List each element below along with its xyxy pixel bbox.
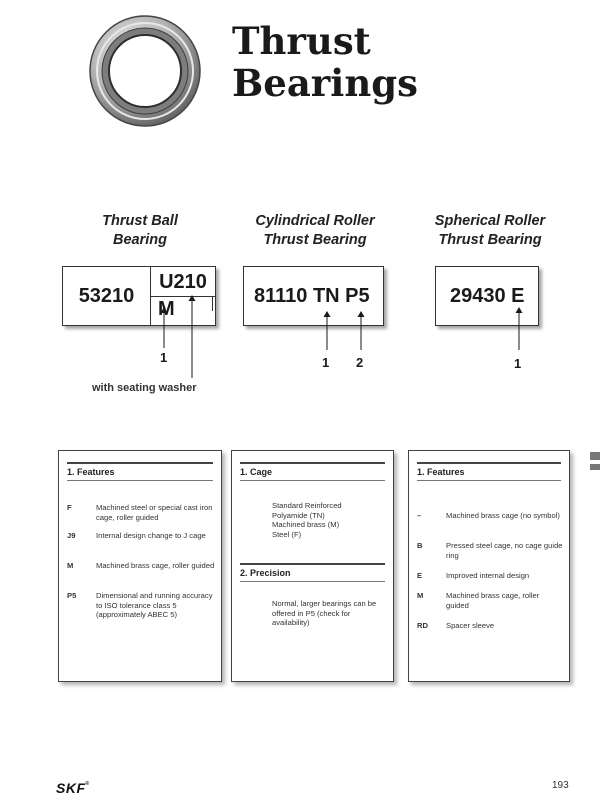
section-heading: 2. Precision — [240, 563, 385, 582]
designation-text: 81110 TN P5 — [254, 285, 370, 307]
feature-code: F — [67, 503, 72, 512]
designation-box-cylindrical — [243, 266, 384, 326]
designation-number: 53210 — [63, 267, 151, 325]
designation-text: 29430 E — [450, 285, 525, 307]
feature-description: Machined steel or special cast iron cage, roller guided — [96, 503, 213, 522]
cage-option: Standard Reinforced — [272, 501, 342, 510]
feature-description: Dimensional and running accuracy to ISO tolerance class 5 (approximately ABEC 5) — [96, 591, 213, 619]
feature-code: M — [67, 561, 74, 570]
callout-number: 1 — [322, 355, 330, 370]
cage-precision-table-cylindrical — [231, 450, 394, 682]
designation-suffix-bottom: M — [158, 298, 175, 320]
page-number: 193 — [552, 780, 569, 791]
feature-code: E — [417, 571, 423, 580]
heading-line: Spherical Roller — [434, 213, 546, 229]
feature-code: B — [417, 541, 423, 550]
feature-code: RD — [417, 621, 428, 630]
callout-number: 1 — [160, 350, 168, 365]
precision-description: Normal, larger bearings can be offered in P5 (check for availability) — [272, 599, 377, 627]
side-tab-mark — [590, 452, 600, 460]
feature-description: Internal design change to J cage — [96, 531, 206, 540]
side-tab-mark — [590, 464, 600, 470]
designation-box-spherical — [435, 266, 539, 326]
brand-text: SKF — [56, 780, 86, 796]
heading-line: Bearing — [113, 232, 167, 248]
section-heading: 1. Cage — [240, 462, 385, 481]
feature-description: Improved internal design — [446, 571, 530, 580]
feature-description: Machined brass cage, roller guided — [96, 561, 215, 570]
feature-description: Machined brass cage, roller guided — [446, 591, 540, 610]
seating-washer-note: with seating washer — [92, 382, 197, 394]
designation-box-ball — [62, 266, 216, 326]
heading-line: Thrust Bearing — [263, 232, 367, 248]
designation-suffix-top: U210 — [151, 267, 215, 297]
feature-description: Spacer sleeve — [446, 621, 495, 630]
cage-options — [272, 501, 382, 539]
cage-option: Polyamide (TN) — [272, 510, 325, 520]
heading-line: Thrust Ball — [102, 213, 178, 229]
callout-number: 2 — [356, 355, 364, 370]
features-table-spherical — [408, 450, 570, 682]
heading-thrust-ball — [80, 212, 200, 250]
section-heading: 1. Features — [67, 462, 213, 481]
feature-code: P5 — [67, 591, 77, 600]
divider — [212, 297, 213, 311]
callout-number: 1 — [514, 356, 522, 371]
cage-option: Machined brass (M) — [272, 520, 340, 529]
heading-spherical-roller — [425, 212, 555, 250]
feature-code: M — [417, 591, 424, 600]
features-table-ball — [58, 450, 222, 682]
cage-option: Steel (F) — [272, 529, 302, 539]
section-heading: 1. Features — [417, 462, 561, 481]
thrust-bearing-ring-image — [88, 14, 202, 128]
feature-description: Machined brass cage (no symbol) — [446, 511, 560, 520]
page-title-line2: Bearings — [232, 61, 418, 105]
heading-line: Thrust Bearing — [438, 232, 542, 248]
heading-line: Cylindrical Roller — [255, 213, 375, 229]
feature-description: Pressed steel cage, no cage guide ring — [446, 541, 563, 560]
feature-code: – — [417, 511, 422, 520]
page-title-line1: Thrust — [232, 19, 371, 63]
feature-code: J9 — [67, 531, 76, 540]
heading-cylindrical-roller — [240, 212, 390, 250]
skf-logo — [56, 780, 90, 796]
registered-mark: ® — [85, 781, 90, 787]
page-title — [232, 20, 418, 104]
